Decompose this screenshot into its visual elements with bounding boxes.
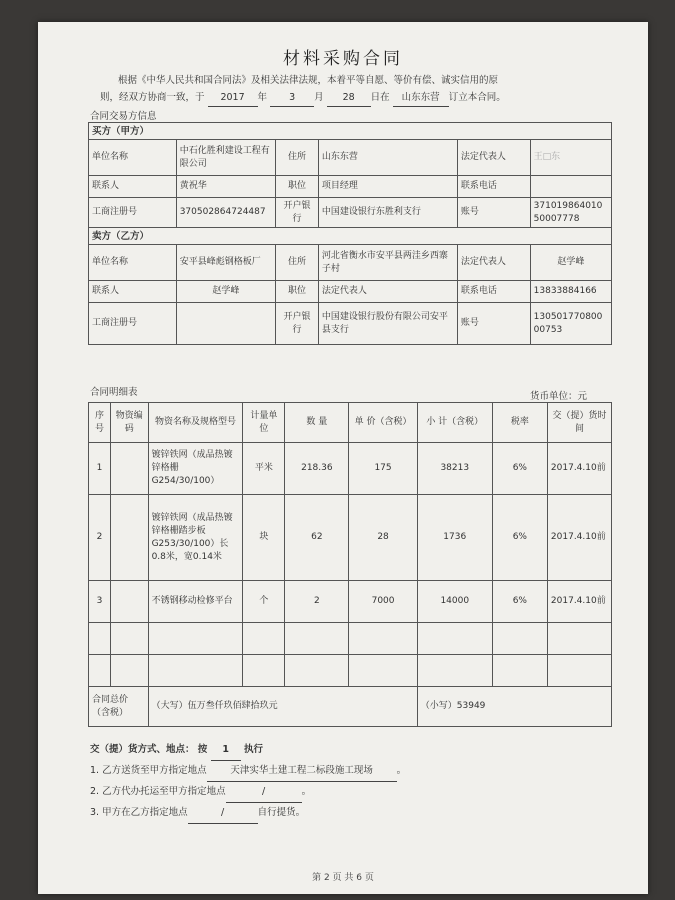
buyer-name-label: 单位名称 — [89, 140, 177, 176]
total-label: 合同总价（含税） — [89, 687, 149, 727]
buyer-bank-label: 开户银行 — [276, 198, 319, 228]
buyer-contact-label: 联系人 — [89, 176, 177, 198]
col-qty: 数 量 — [285, 403, 349, 443]
seller-header: 卖方（乙方） — [89, 228, 612, 245]
row-code — [111, 443, 149, 495]
page-number: 第 2 页 共 6 页 — [312, 873, 374, 883]
col-no: 序号 — [89, 403, 111, 443]
parties-table — [88, 122, 612, 345]
row-date: 2017.4.10前 — [547, 443, 611, 495]
buyer-position: 项目经理 — [318, 176, 457, 198]
seller-reg-label: 工商注册号 — [89, 303, 177, 345]
seller-account-label: 账号 — [457, 303, 530, 345]
intro-day: 28 — [327, 89, 371, 107]
row-no: 1 — [89, 443, 111, 495]
detail-header-row — [89, 403, 612, 443]
row-code — [111, 581, 149, 623]
buyer-name: 中石化胜利建设工程有限公司 — [176, 140, 275, 176]
seller-phone-label: 联系电话 — [457, 281, 530, 303]
table-row — [89, 443, 612, 495]
intro-paragraph — [100, 72, 620, 107]
row-price: 7000 — [349, 581, 417, 623]
delivery-method-number: 1 — [211, 740, 241, 761]
delivery-heading — [90, 740, 610, 761]
row-date: 2017.4.10前 — [547, 581, 611, 623]
seller-address-label: 住所 — [276, 245, 319, 281]
row-tax: 6% — [492, 495, 547, 581]
buyer-account-label: 账号 — [457, 198, 530, 228]
total-upper: （大写）伍万叁仟玖佰肆拾玖元 — [148, 687, 417, 727]
intro-text-b: 订立本合同。 — [448, 92, 506, 103]
delivery-heading-suffix: 执行 — [243, 744, 263, 755]
buyer-address: 山东东营 — [318, 140, 457, 176]
seller-bank: 中国建设银行股份有限公司安平县支行 — [318, 303, 457, 345]
delivery-heading-text: 交（提）货方式、地点： 按 — [90, 744, 208, 755]
row-tax: 6% — [492, 581, 547, 623]
delivery-item-3-suffix: 自行提货。 — [257, 807, 306, 818]
row-subtotal: 38213 — [417, 443, 492, 495]
delivery-item-1-suffix: 。 — [396, 765, 407, 776]
intro-month-unit: 月 — [314, 92, 324, 103]
seller-bank-label: 开户银行 — [276, 303, 319, 345]
seller-contact-label: 联系人 — [89, 281, 177, 303]
col-price: 单 价（含税） — [349, 403, 417, 443]
table-row-empty — [89, 623, 612, 655]
row-no: 3 — [89, 581, 111, 623]
buyer-reg: 370502864724487 — [176, 198, 275, 228]
seller-account: 13050177080000753 — [530, 303, 611, 345]
row-qty: 2 — [285, 581, 349, 623]
intro-year-unit: 年 — [257, 92, 268, 103]
row-name: 镀锌铁网（成品热镀锌格栅踏步板G253/30/100）长0.8米，宽0.14米 — [148, 495, 243, 581]
seller-legal-rep: 赵学峰 — [530, 245, 611, 281]
table-row-empty — [89, 655, 612, 687]
delivery-item-1-text: 1. 乙方送货至甲方指定地点 — [90, 765, 207, 776]
row-unit: 平米 — [243, 443, 285, 495]
delivery-section — [90, 740, 610, 824]
intro-day-unit: 日在 — [370, 92, 390, 103]
total-lower: 53949 — [456, 701, 486, 711]
col-date: 交（提）货时间 — [547, 403, 611, 443]
intro-month: 3 — [270, 89, 314, 107]
contract-page — [38, 22, 648, 894]
buyer-position-label: 职位 — [276, 176, 319, 198]
buyer-address-label: 住所 — [276, 140, 319, 176]
delivery-item-3-text: 3. 甲方在乙方指定地点 — [90, 807, 188, 818]
col-tax: 税率 — [492, 403, 547, 443]
col-code: 物资编码 — [111, 403, 149, 443]
currency-label: 货币单位：元 — [530, 391, 588, 402]
col-unit: 计量单位 — [243, 403, 285, 443]
intro-line-2 — [100, 89, 620, 107]
buyer-legal-rep: 王□东 — [530, 140, 611, 176]
delivery-item-1 — [90, 761, 610, 782]
seller-position-label: 职位 — [276, 281, 319, 303]
seller-reg — [176, 303, 275, 345]
row-name: 不锈钢移动检修平台 — [148, 581, 243, 623]
total-row — [89, 687, 612, 727]
delivery-item-3 — [90, 803, 610, 824]
col-subtotal: 小 计（含税） — [417, 403, 492, 443]
row-code — [111, 495, 149, 581]
row-unit: 块 — [243, 495, 285, 581]
parties-label: 合同交易方信息 — [90, 111, 157, 122]
intro-text-a: 则，经双方协商一致，于 — [100, 92, 205, 103]
page-title: 材料采购合同 — [283, 49, 403, 69]
row-subtotal: 1736 — [417, 495, 492, 581]
buyer-phone-label: 联系电话 — [457, 176, 530, 198]
intro-line-1: 根据《中华人民共和国合同法》及相关法律法规，本着平等自愿、等价有偿、诚实信用的原 — [118, 75, 499, 86]
delivery-item-1-place: 天津实华土建工程二标段施工现场 — [207, 761, 397, 782]
delivery-item-2 — [90, 782, 610, 803]
seller-contact: 赵学峰 — [176, 281, 275, 303]
total-lower-label: （小写） — [420, 701, 457, 711]
detail-label: 合同明细表 — [90, 387, 138, 398]
row-price: 28 — [349, 495, 417, 581]
row-qty: 62 — [285, 495, 349, 581]
intro-place: 山东东营 — [393, 89, 449, 107]
delivery-item-3-place: / — [188, 803, 258, 824]
row-qty: 218.36 — [285, 443, 349, 495]
buyer-bank: 中国建设银行东胜利支行 — [318, 198, 457, 228]
buyer-reg-label: 工商注册号 — [89, 198, 177, 228]
row-date: 2017.4.10前 — [547, 495, 611, 581]
buyer-phone — [530, 176, 611, 198]
delivery-item-2-place: / — [226, 782, 302, 803]
seller-position: 法定代表人 — [318, 281, 457, 303]
detail-table — [88, 402, 612, 727]
row-name: 镀锌铁网（成品热镀锌格栅G254/30/100） — [148, 443, 243, 495]
total-lower-cell — [417, 687, 611, 727]
seller-address: 河北省衡水市安平县两洼乡西寨子村 — [318, 245, 457, 281]
row-no: 2 — [89, 495, 111, 581]
buyer-header: 买方（甲方） — [89, 123, 612, 140]
delivery-item-2-text: 2. 乙方代办托运至甲方指定地点 — [90, 786, 226, 797]
row-subtotal: 14000 — [417, 581, 492, 623]
row-unit: 个 — [243, 581, 285, 623]
delivery-item-2-suffix: 。 — [301, 786, 312, 797]
row-tax: 6% — [492, 443, 547, 495]
seller-name: 安平县峰彪钢格板厂 — [176, 245, 275, 281]
table-row — [89, 495, 612, 581]
table-row — [89, 581, 612, 623]
col-name: 物资名称及规格型号 — [148, 403, 243, 443]
row-price: 175 — [349, 443, 417, 495]
buyer-legal-rep-label: 法定代表人 — [457, 140, 530, 176]
seller-legal-rep-label: 法定代表人 — [457, 245, 530, 281]
intro-year: 2017 — [208, 89, 258, 107]
seller-phone: 13833884166 — [530, 281, 611, 303]
buyer-contact: 黄祝华 — [176, 176, 275, 198]
seller-name-label: 单位名称 — [89, 245, 177, 281]
buyer-account: 37101986401050007778 — [530, 198, 611, 228]
